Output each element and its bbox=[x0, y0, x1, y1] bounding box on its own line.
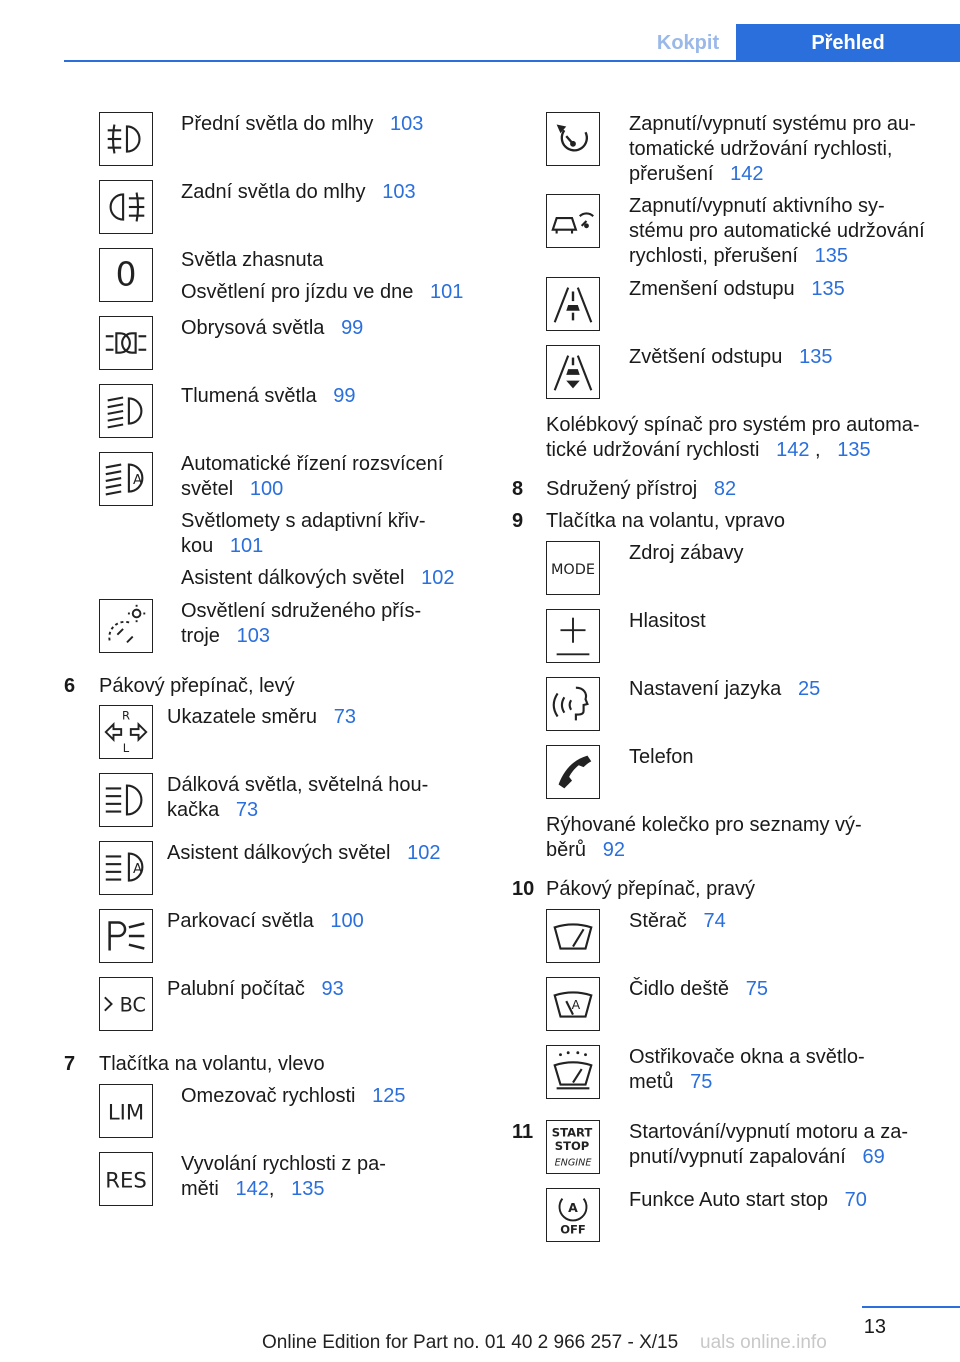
ref-link[interactable]: 100 bbox=[330, 910, 364, 932]
svg-text:OFF: OFF bbox=[560, 1222, 586, 1237]
auto-light-label-1: Automatické řízení rozsvícení bbox=[181, 453, 444, 475]
speed-limiter-lim-icon bbox=[99, 1084, 153, 1138]
washer-label-1: Ostřikovače okna a světlo- bbox=[629, 1046, 865, 1068]
section-title: Tlačítka na volantu, vpravo bbox=[546, 510, 786, 532]
lim-row: Omezovač rychlosti 125 bbox=[181, 1085, 406, 1107]
ref-link[interactable]: 74 bbox=[703, 910, 726, 932]
thumbwheel-row: běrů 92 bbox=[546, 839, 625, 861]
ref-link[interactable]: 101 bbox=[229, 535, 264, 557]
svg-text:MODE: MODE bbox=[550, 561, 596, 578]
rear-fog-light-icon bbox=[99, 180, 153, 234]
svg-text:RES: RES bbox=[105, 1167, 147, 1193]
ref-link[interactable]: 101 bbox=[430, 281, 464, 303]
telephone-icon bbox=[546, 745, 600, 799]
rear-fog-row: Zadní světla do mlhy 103 bbox=[181, 181, 416, 203]
instr-light-label-1: Osvětlení sdruženého přís- bbox=[181, 600, 422, 622]
section-title: Pákový přepínač, pravý bbox=[546, 878, 755, 900]
svg-text:START: START bbox=[551, 1125, 593, 1140]
ref-link[interactable]: 142 bbox=[776, 439, 810, 461]
footer-rule bbox=[862, 1306, 960, 1308]
voice-row: Nastavení jazyka 25 bbox=[629, 678, 821, 700]
decrease-distance-icon bbox=[546, 277, 600, 331]
washer-icon bbox=[546, 1045, 600, 1099]
section-title: Sdružený přístroj 82 bbox=[546, 478, 737, 500]
section-number: 7 bbox=[64, 1053, 76, 1075]
high-beam-icon bbox=[99, 773, 153, 827]
ref-link[interactable]: 103 bbox=[382, 181, 416, 203]
svg-text:A: A bbox=[132, 471, 143, 488]
res-row: měti 142, 135 bbox=[181, 1178, 325, 1200]
washer-row: metů 75 bbox=[629, 1071, 713, 1093]
acc-row: rychlosti, přerušení 135 bbox=[629, 245, 849, 267]
phone-label: Telefon bbox=[629, 746, 694, 768]
board-computer-icon bbox=[99, 977, 153, 1031]
section-number: 6 bbox=[64, 675, 76, 697]
ref-link[interactable]: 102 bbox=[407, 842, 441, 864]
section-number: 10 bbox=[512, 878, 535, 900]
start-label-1: Startování/vypnutí motoru a za- bbox=[629, 1121, 909, 1143]
cc-row: přerušení 142 bbox=[629, 163, 764, 185]
high-beam-row: kačka 73 bbox=[167, 799, 259, 821]
high-beam-assist-row: Asistent dálkových světel 102 bbox=[181, 567, 455, 589]
auto-start-stop-off-icon bbox=[546, 1188, 600, 1242]
start-stop-engine-icon bbox=[546, 1120, 600, 1174]
section-number: 9 bbox=[512, 510, 524, 532]
ref-link[interactable]: 135 bbox=[814, 245, 849, 267]
section-title: Tlačítka na volantu, vlevo bbox=[99, 1053, 325, 1075]
low-beam-row: Tlumená světla 99 bbox=[181, 385, 356, 407]
tab-kokpit[interactable]: Kokpit bbox=[656, 32, 720, 54]
svg-text:R: R bbox=[121, 708, 131, 723]
header-rule bbox=[64, 60, 960, 62]
cc-label-1: Zapnutí/vypnutí systému pro au- bbox=[629, 113, 916, 135]
ref-link[interactable]: 135 bbox=[799, 346, 833, 368]
parking-lamps-icon bbox=[99, 316, 153, 370]
section-number: 8 bbox=[512, 478, 524, 500]
high-beam-assistant-icon bbox=[99, 841, 153, 895]
rocker-label-1: Kolébkový spínač pro systém pro automa- bbox=[546, 414, 920, 436]
turn-signal-icon bbox=[99, 705, 153, 759]
start-row: pnutí/vypnutí zapalování 69 bbox=[629, 1146, 885, 1168]
ref-link[interactable]: 75 bbox=[690, 1071, 713, 1093]
section-title: Pákový přepínač, levý bbox=[99, 675, 295, 697]
edition-text: Online Edition for Part no. 01 40 2 966 257 - X/15 bbox=[262, 1332, 679, 1353]
ref-link[interactable]: 99 bbox=[333, 385, 356, 407]
auto-headlight-icon bbox=[99, 452, 153, 506]
auto-light-row: světel 100 bbox=[181, 478, 284, 500]
cc-label-2: tomatické udržování rychlosti, bbox=[629, 138, 893, 160]
lights-off-zero-icon bbox=[99, 248, 153, 302]
rain-row: Čidlo deště 75 bbox=[629, 978, 768, 1000]
increase-distance-icon bbox=[546, 345, 600, 399]
parking-row: Parkovací světla 100 bbox=[167, 910, 364, 932]
ref-link[interactable]: 69 bbox=[862, 1146, 885, 1168]
ref-link[interactable]: 93 bbox=[321, 978, 344, 1000]
mode-label: Zdroj zábavy bbox=[629, 542, 744, 564]
ref-link[interactable]: 102 bbox=[421, 567, 455, 589]
section-number: 11 bbox=[512, 1121, 534, 1143]
watermark: uals online.info bbox=[700, 1332, 827, 1353]
ref-link[interactable]: 142 bbox=[235, 1178, 269, 1200]
acc-label-1: Zapnutí/vypnutí aktivního sy- bbox=[629, 195, 885, 217]
svg-text:L: L bbox=[122, 741, 130, 756]
thumbwheel-label-1: Rýhované kolečko pro seznamy vý- bbox=[546, 814, 862, 836]
instr-light-row: troje 103 bbox=[181, 625, 270, 647]
ref-link[interactable]: 75 bbox=[745, 978, 768, 1000]
cruise-control-icon bbox=[546, 112, 600, 166]
acc-label-2: stému pro automatické udržování bbox=[629, 220, 925, 242]
voice-command-icon bbox=[546, 677, 600, 731]
ref-link[interactable]: 135 bbox=[291, 1178, 325, 1200]
volume-icon bbox=[546, 609, 600, 663]
ref-link[interactable]: 103 bbox=[390, 113, 424, 135]
ref-link[interactable]: 92 bbox=[602, 839, 625, 861]
mode-button-icon bbox=[546, 541, 600, 595]
low-beam-icon bbox=[99, 384, 153, 438]
ref-link[interactable]: 142 bbox=[730, 163, 764, 185]
turn-row: Ukazatele směru 73 bbox=[167, 706, 356, 728]
ref-link[interactable]: 103 bbox=[236, 625, 270, 647]
ref-link[interactable]: 100 bbox=[249, 478, 284, 500]
rocker-row: tické udržování rychlosti 142 , 135 bbox=[546, 439, 871, 461]
svg-text:A: A bbox=[568, 1200, 578, 1216]
svg-text:A: A bbox=[571, 996, 581, 1012]
bc-row: Palubní počítač 93 bbox=[167, 978, 344, 1000]
autostop-row: Funkce Auto start stop 70 bbox=[629, 1189, 867, 1211]
high-beam-label-1: Dálková světla, světelná hou- bbox=[167, 774, 429, 796]
adaptive-label-1: Světlomety s adaptivní křiv- bbox=[181, 510, 426, 532]
hba-row: Asistent dálkových světel 102 bbox=[167, 842, 441, 864]
volume-label: Hlasitost bbox=[629, 610, 706, 632]
page-number: 13 bbox=[863, 1316, 886, 1338]
daytime-row: Osvětlení pro jízdu ve dne 101 bbox=[181, 281, 464, 303]
lights-off-label: Světla zhasnuta bbox=[181, 249, 324, 271]
front-fog-row: Přední světla do mlhy 103 bbox=[181, 113, 424, 135]
ref-link[interactable]: 125 bbox=[372, 1085, 406, 1107]
ref-link[interactable]: 73 bbox=[333, 706, 356, 728]
svg-text:STOP: STOP bbox=[554, 1138, 590, 1153]
ref-link[interactable]: 25 bbox=[797, 678, 821, 700]
ref-link[interactable]: 135 bbox=[837, 439, 871, 461]
svg-text:LIM: LIM bbox=[107, 1099, 145, 1125]
svg-text:A: A bbox=[132, 860, 143, 877]
parking-light-icon bbox=[99, 909, 153, 963]
dist-more-row: Zvětšení odstupu 135 bbox=[629, 346, 833, 368]
rain-sensor-icon bbox=[546, 977, 600, 1031]
instrument-lighting-icon bbox=[99, 599, 153, 653]
ref-link[interactable]: 135 bbox=[811, 278, 845, 300]
ref-link[interactable]: 73 bbox=[235, 799, 259, 821]
front-fog-light-icon bbox=[99, 112, 153, 166]
dist-less-row: Zmenšení odstupu 135 bbox=[629, 278, 845, 300]
active-cruise-control-icon bbox=[546, 194, 600, 248]
ref-link[interactable]: 70 bbox=[844, 1189, 867, 1211]
tab-prehled[interactable]: Přehled bbox=[736, 24, 960, 62]
wiper-icon bbox=[546, 909, 600, 963]
res-label-1: Vyvolání rychlosti z pa- bbox=[181, 1153, 386, 1175]
ref-link[interactable]: 82 bbox=[713, 478, 737, 500]
svg-text:0: 0 bbox=[115, 255, 137, 294]
ref-link[interactable]: 99 bbox=[341, 317, 364, 339]
parking-lamps-row: Obrysová světla 99 bbox=[181, 317, 364, 339]
wiper-row: Stěrač 74 bbox=[629, 910, 726, 932]
svg-text:ENGINE: ENGINE bbox=[554, 1157, 592, 1169]
adaptive-row: kou 101 bbox=[181, 535, 264, 557]
resume-res-icon bbox=[99, 1152, 153, 1206]
svg-text:BC: BC bbox=[119, 993, 146, 1017]
